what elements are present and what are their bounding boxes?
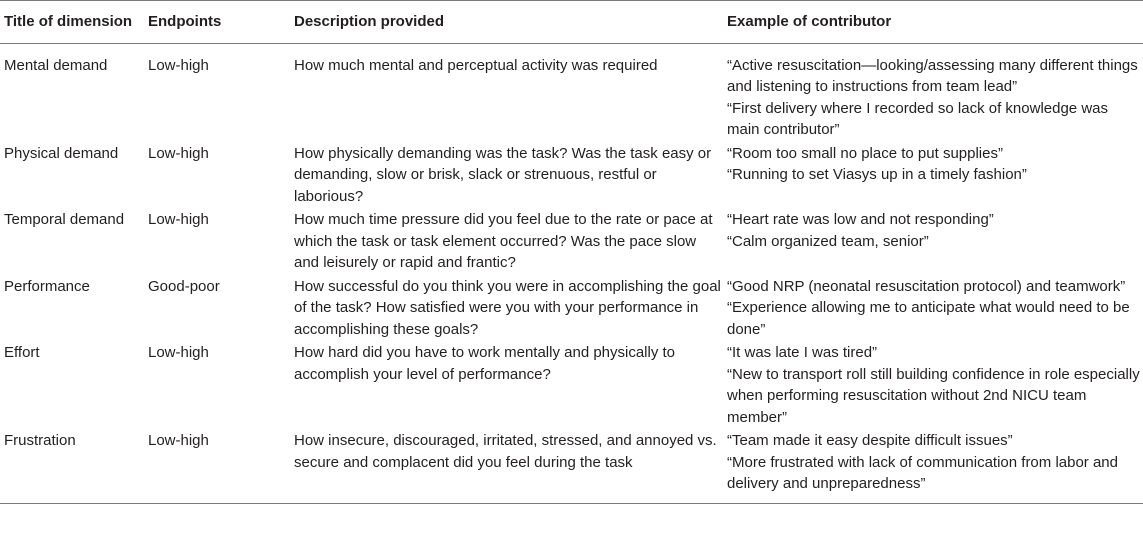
example-quote: “First delivery where I recorded so lack of knowledge was main contributor” — [727, 99, 1108, 138]
dimension-description: How physically demanding was the task? Was the task easy or demanding, slow or brisk, slack or strenuous, restful or laborious? — [294, 144, 712, 205]
example-quote: “Room too small no place to put supplies” — [727, 144, 1003, 162]
example-quote: “It was late I was tired” — [727, 344, 878, 361]
table-header-row — [0, 1, 1143, 44]
dimension-title: Effort — [4, 344, 40, 361]
dimension-examples — [723, 340, 1143, 428]
dimension-description: How much time pressure did you feel due to the rate or pace at which the task or task element occurred? Was the pace slow and leisurely or rapid and frantic? — [294, 211, 713, 271]
table-row — [0, 428, 1143, 503]
dimension-title: Physical demand — [4, 144, 119, 162]
dimension-examples — [723, 274, 1143, 341]
table-row — [0, 340, 1143, 428]
dimension-endpoints: Good-poor — [148, 277, 220, 295]
table-row — [0, 207, 1143, 274]
example-quote: “Experience allowing me to anticipate what would need to be done” — [727, 299, 1130, 338]
dimension-endpoints: Low-high — [148, 344, 209, 361]
dimension-endpoints: Low-high — [148, 144, 209, 162]
example-quote: “Running to set Viasys up in a timely fashion” — [727, 166, 1027, 183]
example-quote: “Good NRP (neonatal resuscitation protocol) and teamwork” — [727, 277, 1126, 295]
dimension-description: How insecure, discouraged, irritated, stressed, and annoyed vs. secure and complacent did you feel during the task — [290, 428, 723, 503]
dimension-title: Mental demand — [4, 56, 108, 74]
example-quote: “New to transport roll still building confidence in role especially when performing resuscitation without 2nd NICU team member” — [727, 365, 1140, 426]
table-row — [0, 43, 1143, 141]
dimension-endpoints: Low-high — [148, 211, 209, 228]
example-quote: “Active resuscitation—looking/assessing many different things and listening to instructions from team lead” — [727, 56, 1138, 95]
table-row — [0, 274, 1143, 341]
dimension-title: Temporal demand — [4, 211, 125, 228]
dimension-endpoints: Low-high — [148, 56, 209, 74]
header-title-of-dimension: Title of dimension — [0, 1, 144, 44]
example-quote: “Calm organized team, senior” — [727, 232, 929, 250]
dimension-examples — [723, 207, 1143, 274]
header-example: Example of contributor — [723, 1, 1143, 44]
example-quote: “Heart rate was low and not responding” — [727, 211, 994, 228]
dimension-examples — [723, 428, 1143, 503]
dimension-title: Performance — [4, 277, 90, 295]
header-endpoints: Endpoints — [144, 1, 290, 44]
example-quote: “More frustrated with lack of communication from labor and delivery and unpreparedness” — [727, 453, 1118, 492]
header-description: Description provided — [290, 1, 723, 44]
dimension-examples — [723, 141, 1143, 208]
dimension-description: How successful do you think you were in accomplishing the goal of the task? How satisfied were you with your performance in accomplishing these goals? — [294, 277, 721, 338]
dimension-endpoints: Low-high — [144, 428, 290, 503]
example-quote: “Team made it easy despite difficult issues” — [727, 432, 1013, 449]
table-row — [0, 141, 1143, 208]
dimension-examples — [723, 43, 1143, 141]
dimension-description: How much mental and perceptual activity was required — [294, 56, 658, 74]
dimension-title: Frustration — [0, 428, 144, 503]
dimension-description: How hard did you have to work mentally and physically to accomplish your level of performance? — [294, 344, 676, 383]
